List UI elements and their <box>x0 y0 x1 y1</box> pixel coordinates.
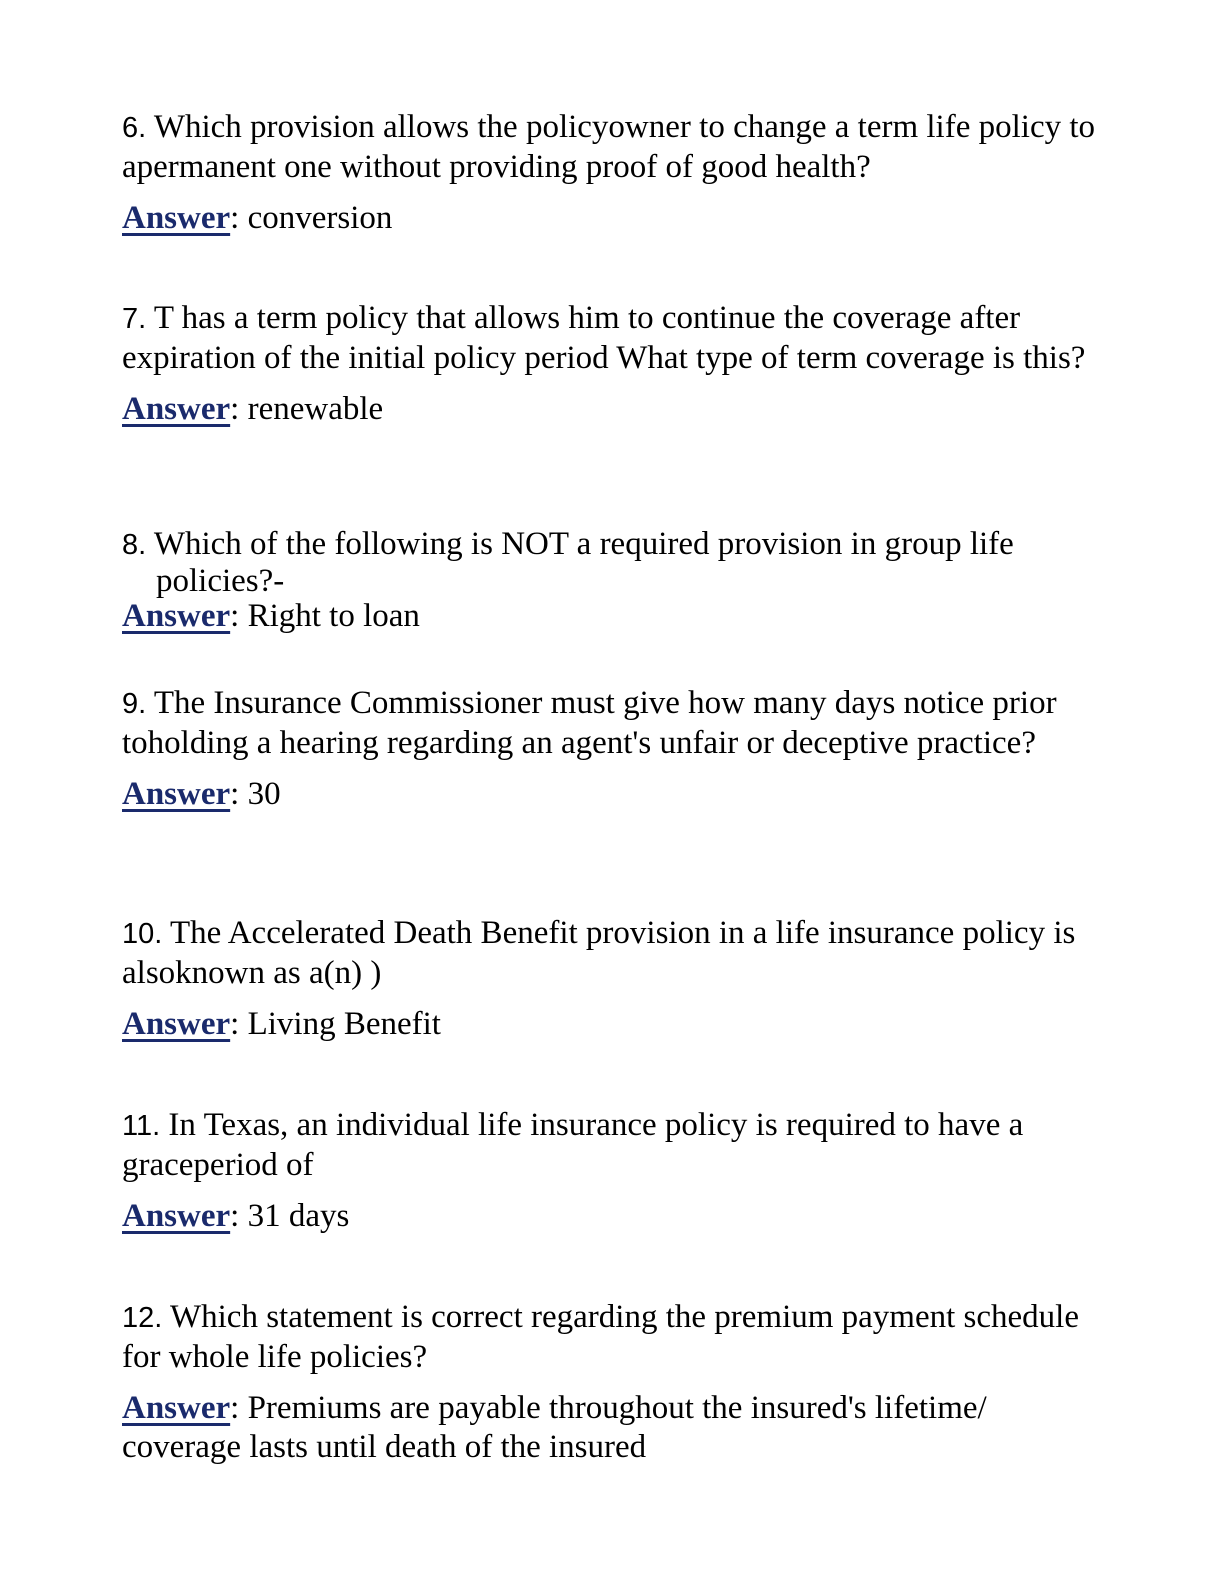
question-item-11 <box>122 1106 1102 1236</box>
question-item-9 <box>122 684 1102 814</box>
answer-text: renewable <box>247 391 384 427</box>
question-number: 7. <box>122 303 147 335</box>
answer-text: Premiums are payable throughout the insured's lifetime/ coverage lasts until death of the insured <box>122 1390 987 1465</box>
answer-line: Answer: Premiums are payable throughout the insured's lifetime/ coverage lasts until death of the insured <box>122 1390 987 1465</box>
question-number: 10. <box>122 918 163 950</box>
answer-line: Answer: 30 <box>122 776 281 812</box>
answer-line: Answer: renewable <box>122 391 384 427</box>
question-text <box>122 914 1102 993</box>
question-number: 12. <box>122 1302 163 1334</box>
question-text <box>122 108 1102 187</box>
question-number: 9. <box>122 688 147 720</box>
question-item-7 <box>122 299 1102 429</box>
question-body: The Accelerated Death Benefit provision in a life insurance policy is alsoknown as a(n) ) <box>122 915 1076 991</box>
answer-line: Answer: conversion <box>122 200 393 236</box>
question-text <box>122 1106 1102 1185</box>
question-item-12 <box>122 1298 1102 1467</box>
answer-link[interactable]: Answer <box>122 1390 231 1426</box>
question-body: Which provision allows the policyowner to change a term life policy to apermanent one without providing proof of good health? <box>122 109 1096 185</box>
question-body: Which of the following is NOT a required provision in group life policies?- <box>153 526 1014 599</box>
question-body: T has a term policy that allows him to continue the coverage after expiration of the initial policy period What type of term coverage is this? <box>122 300 1086 376</box>
answer-link[interactable]: Answer <box>122 598 231 634</box>
answer-link[interactable]: Answer <box>122 200 231 236</box>
question-text <box>122 684 1102 763</box>
answer-text: Living Benefit <box>247 1006 441 1042</box>
answer-line: Answer: Living Benefit <box>122 1006 441 1042</box>
answer-text: Right to loan <box>247 598 420 634</box>
question-item-6 <box>122 108 1102 238</box>
question-item-10 <box>122 914 1102 1044</box>
answer-text: 30 <box>247 776 281 812</box>
answer-link[interactable]: Answer <box>122 776 231 812</box>
question-number: 11. <box>122 1110 161 1142</box>
answer-text: 31 days <box>247 1198 350 1234</box>
question-body: Which statement is correct regarding the premium payment schedule for whole life policies? <box>122 1299 1079 1375</box>
question-body: The Insurance Commissioner must give how many days notice prior toholding a hearing regarding an agent's unfair or deceptive practice? <box>122 685 1057 761</box>
question-number: 6. <box>122 112 147 144</box>
answer-link[interactable]: Answer <box>122 1006 231 1042</box>
answer-line: Answer: 31 days <box>122 1198 350 1234</box>
question-body: In Texas, an individual life insurance policy is required to have a graceperiod of <box>122 1107 1024 1183</box>
answer-link[interactable]: Answer <box>122 1198 231 1234</box>
question-text <box>122 526 1102 599</box>
answer-line: Answer: Right to loan <box>122 598 420 634</box>
question-number: 8. <box>122 529 147 561</box>
answer-link[interactable]: Answer <box>122 391 231 427</box>
question-item-8 <box>122 526 1102 636</box>
question-text <box>122 299 1102 378</box>
question-text <box>122 1298 1102 1377</box>
answer-text: conversion <box>247 200 393 236</box>
